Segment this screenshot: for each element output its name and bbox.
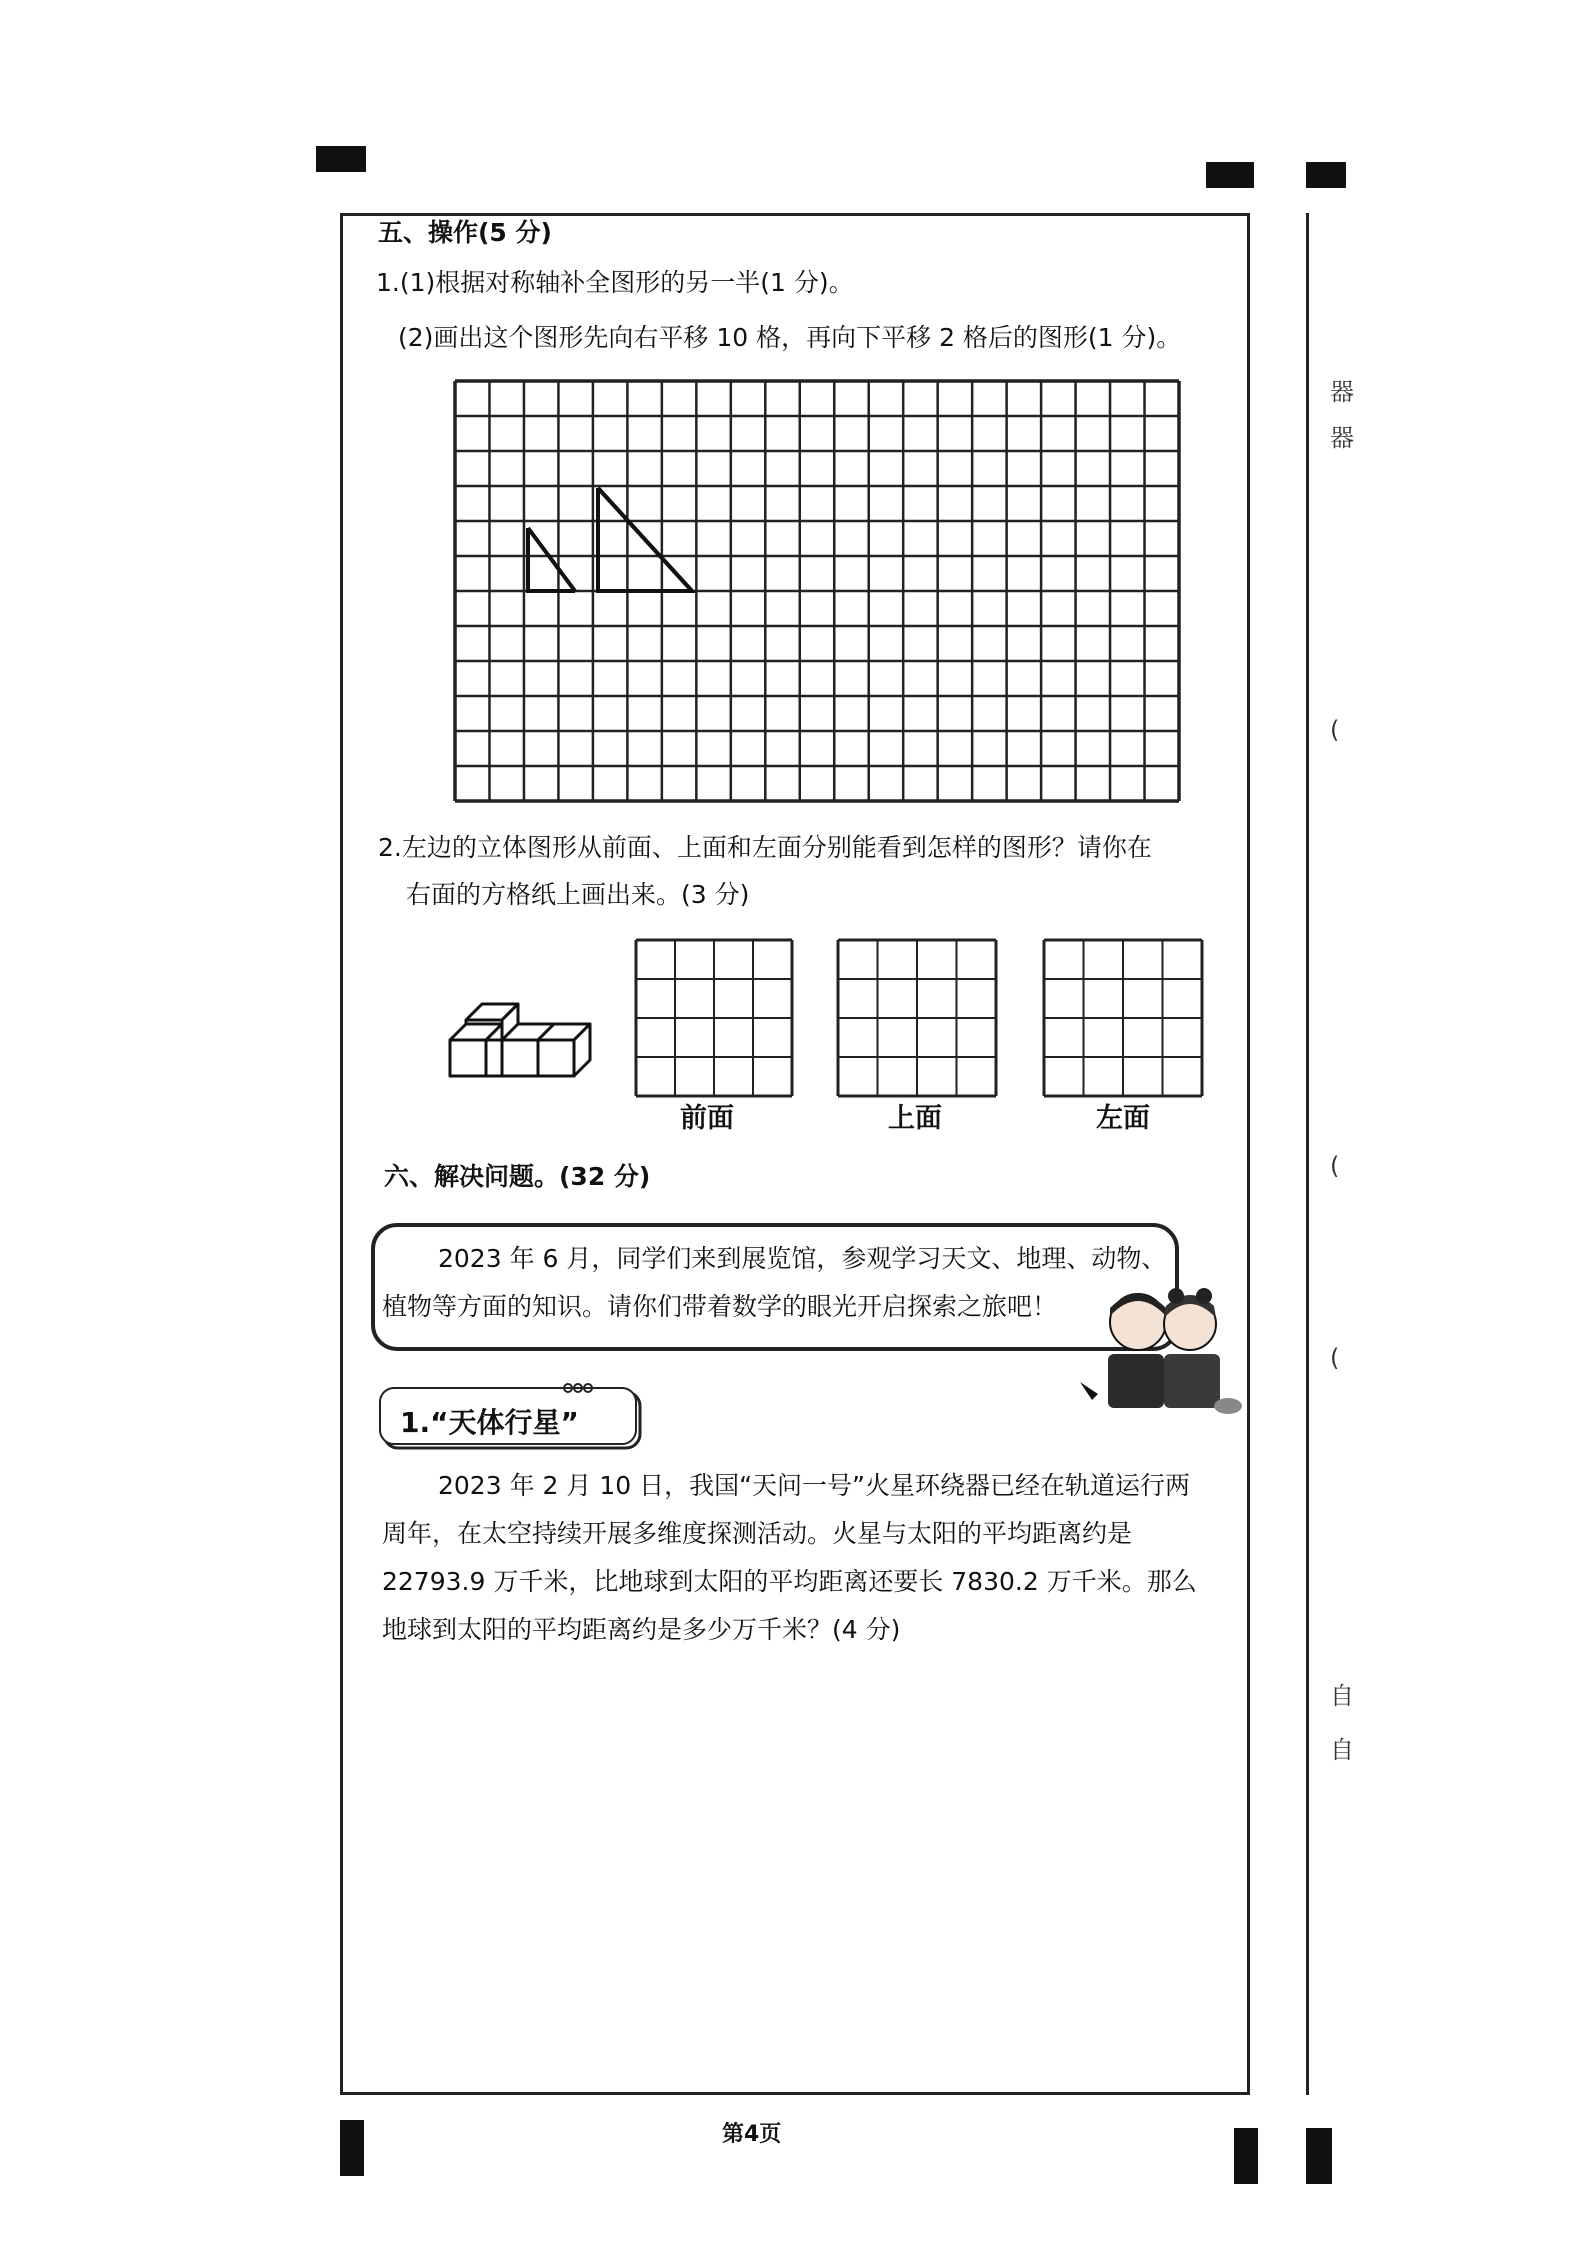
edge-glyph: ( — [1330, 716, 1340, 744]
topic-title: 1.“天体行星” — [400, 1406, 579, 1439]
left-view-label: 左面 — [1096, 1103, 1150, 1134]
intro-box — [370, 1222, 1184, 1356]
problem-line: 22793.9 万千米，比地球到太阳的平均距离还要长 7830.2 万千米。那么 — [382, 1567, 1197, 1596]
edge-glyph: 器 — [1330, 378, 1354, 406]
registration-mark-bottom-left — [340, 2120, 364, 2176]
top-view-label: 上面 — [888, 1103, 942, 1134]
front-view-label: 前面 — [680, 1103, 734, 1134]
front-view-grid[interactable] — [634, 938, 794, 1098]
figure-diagonal — [598, 488, 692, 591]
left-view-grid[interactable] — [1042, 938, 1204, 1098]
problem-line: 2023 年 2 月 10 日，我国“天问一号”火星环绕器已经在轨道运行两 — [438, 1471, 1190, 1500]
cube-solid-figure — [440, 968, 610, 1108]
question-2-line-1: 2.左边的立体图形从前面、上面和左面分别能看到怎样的图形？请你在 — [378, 833, 1152, 862]
registration-mark-bottom-right-2 — [1306, 2128, 1332, 2184]
registration-mark-top-left — [316, 146, 366, 172]
problem-line: 地球到太阳的平均距离约是多少万千米？(4 分) — [382, 1615, 901, 1644]
page-number: 第4页 — [722, 2122, 782, 2147]
registration-mark-top-right-2 — [1306, 162, 1346, 188]
question-1-part-1: 1.(1)根据对称轴补全图形的另一半(1 分)。 — [376, 268, 854, 297]
edge-glyph: 自 — [1330, 1682, 1354, 1710]
next-page-edge — [1306, 213, 1346, 2095]
problem-line: 周年，在太空持续开展多维度探测活动。火星与太阳的平均距离约是 — [382, 1519, 1133, 1548]
top-view-grid[interactable] — [836, 938, 998, 1098]
edge-glyph: 器 — [1330, 424, 1354, 452]
registration-mark-bottom-right-1 — [1234, 2128, 1258, 2184]
section5-heading: 五、操作(5 分) — [378, 218, 552, 247]
intro-line-2: 植物等方面的知识。请你们带着数学的眼光开启探索之旅吧！ — [382, 1292, 1058, 1321]
main-grid[interactable] — [452, 378, 1182, 804]
question-2-line-2: 右面的方格纸上画出来。(3 分) — [406, 880, 750, 909]
half-figure — [528, 528, 575, 591]
intro-line-1: 2023 年 6 月，同学们来到展览馆，参观学习天文、地理、动物、 — [438, 1244, 1167, 1273]
edge-glyph: 自 — [1330, 1736, 1354, 1764]
children-reading-illustration — [1068, 1282, 1248, 1422]
edge-glyph: ( — [1330, 1152, 1340, 1180]
section6-heading: 六、解决问题。(32 分) — [384, 1162, 651, 1191]
question-1-part-2: (2)画出这个图形先向右平移 10 格，再向下平移 2 格后的图形(1 分)。 — [398, 323, 1182, 352]
edge-glyph: ( — [1330, 1344, 1340, 1372]
registration-mark-top-right-1 — [1206, 162, 1254, 188]
